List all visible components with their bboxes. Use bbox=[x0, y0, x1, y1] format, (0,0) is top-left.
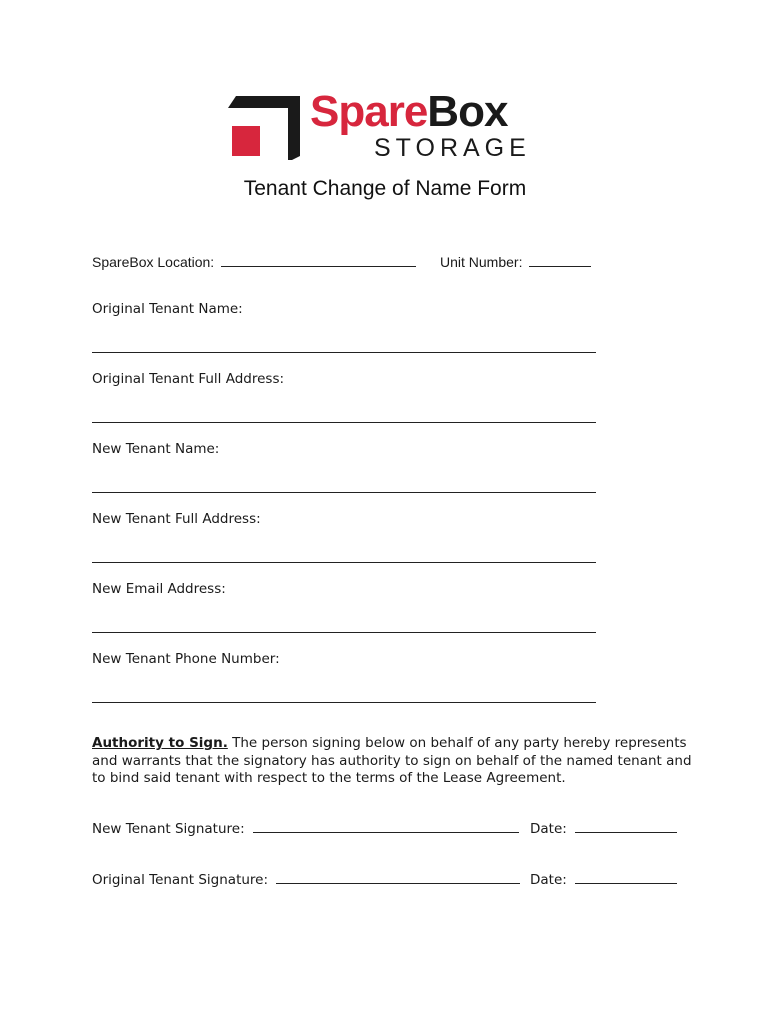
original-signature-date-row bbox=[530, 871, 677, 888]
unit-number-field[interactable] bbox=[529, 254, 591, 267]
original-tenant-address-label: Original Tenant Full Address: bbox=[92, 371, 285, 387]
new-signature-field[interactable] bbox=[253, 820, 519, 833]
new-email-label: New Email Address: bbox=[92, 581, 226, 597]
new-phone-label: New Tenant Phone Number: bbox=[92, 651, 280, 667]
authority-text: The person signing below on behalf of any party hereby represents and warrants that the signatory has authority to sign on behalf of the named tenant and to bind said tenant with respect to the terms of the Lease Agreement. bbox=[92, 735, 692, 786]
unit-number-label: Unit Number: bbox=[440, 254, 523, 270]
location-field[interactable] bbox=[221, 254, 416, 267]
original-signature-date-label: Date: bbox=[530, 872, 567, 888]
new-phone-field[interactable] bbox=[92, 702, 596, 703]
new-tenant-address-field[interactable] bbox=[92, 562, 596, 563]
logo-subtitle: STORAGE bbox=[374, 134, 531, 162]
location-label: SpareBox Location: bbox=[92, 254, 215, 270]
new-email-field[interactable] bbox=[92, 632, 596, 633]
logo-brand-box: Box bbox=[427, 87, 508, 136]
new-tenant-address-label: New Tenant Full Address: bbox=[92, 511, 261, 527]
new-signature-row bbox=[92, 820, 519, 837]
new-signature-date-row bbox=[530, 820, 677, 837]
new-tenant-name-field[interactable] bbox=[92, 492, 596, 493]
location-row bbox=[92, 254, 416, 270]
page-title: Tenant Change of Name Form bbox=[243, 177, 527, 200]
logo-brand-spare: Spare bbox=[310, 87, 428, 136]
logo-brand-name bbox=[310, 88, 507, 136]
original-signature-row bbox=[92, 871, 520, 888]
unit-row bbox=[440, 254, 591, 270]
original-tenant-address-field[interactable] bbox=[92, 422, 596, 423]
new-signature-date-field[interactable] bbox=[575, 820, 677, 833]
new-signature-date-label: Date: bbox=[530, 821, 567, 837]
new-signature-label: New Tenant Signature: bbox=[92, 821, 245, 837]
original-tenant-name-label: Original Tenant Name: bbox=[92, 301, 243, 317]
authority-heading: Authority to Sign. bbox=[92, 735, 228, 751]
original-signature-label: Original Tenant Signature: bbox=[92, 872, 269, 888]
company-logo bbox=[228, 87, 548, 162]
authority-paragraph bbox=[92, 735, 692, 788]
sparebox-logo-mark-icon bbox=[228, 90, 300, 160]
original-tenant-name-field[interactable] bbox=[92, 352, 596, 353]
original-signature-date-field[interactable] bbox=[575, 871, 677, 884]
original-signature-field[interactable] bbox=[276, 871, 520, 884]
new-tenant-name-label: New Tenant Name: bbox=[92, 441, 220, 457]
